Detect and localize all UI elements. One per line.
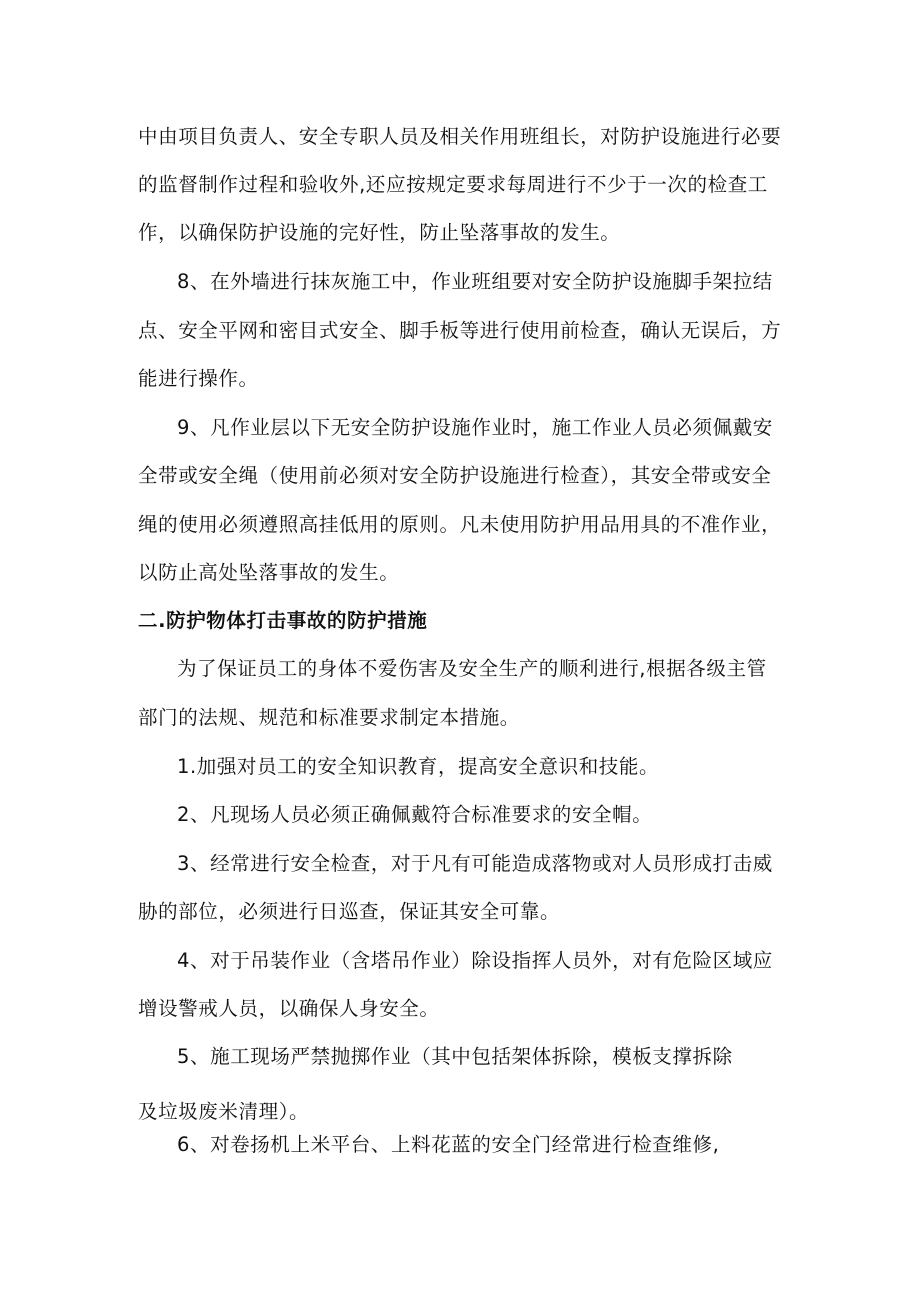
text-line: 点、安全平网和密目式安全、脚手板等进行使用前检查，确认无误后，方 xyxy=(138,319,782,342)
text-line: 8、在外墙进行抹灰施工中，作业班组要对安全防护设施脚手架拉结 xyxy=(177,270,773,293)
text-line: 能进行操作。 xyxy=(138,367,259,390)
text-line: 9、凡作业层以下无安全防护设施作业时，施工作业人员必须佩戴安 xyxy=(177,416,773,439)
text-line: 4、对于吊装作业（含塔吊作业）除设指挥人员外，对有危险区域应 xyxy=(177,949,773,972)
text-line: 绳的使用必须遵照高挂低用的原则。凡未使用防护用品用具的不准作业， xyxy=(138,513,782,536)
text-line: 2、凡现场人员必须正确佩戴符合标准要求的安全帽。 xyxy=(177,803,653,826)
text-line: 的监督制作过程和验收外,还应按规定要求每周进行不少于一次的检查工 xyxy=(138,173,768,196)
text-line: 1.加强对员工的安全知识教育，提高安全意识和技能。 xyxy=(177,755,660,778)
text-line: 作，以确保防护设施的完好性，防止坠落事故的发生。 xyxy=(138,221,621,244)
text-line: 为了保证员工的身体不爱伤害及安全生产的顺利进行,根据各级主管 xyxy=(177,657,767,680)
text-line: 及垃圾废米清理）。 xyxy=(138,1100,310,1123)
text-line: 全带或安全绳（使用前必须对安全防护设施进行检查），其安全带或安全 xyxy=(138,464,772,487)
text-line: 中由项目负责人、安全专职人员及相关作用班组长，对防护设施进行必要 xyxy=(138,125,782,148)
text-line: 6、对卷扬机上米平台、上料花蓝的安全门经常进行检查维修, xyxy=(177,1133,720,1156)
section-heading: 二.防护物体打击事故的防护措施 xyxy=(138,609,428,632)
text-line: 以防止高处坠落事故的发生。 xyxy=(138,561,400,584)
text-line: 部门的法规、规范和标准要求制定本措施。 xyxy=(138,706,520,729)
text-line: 5、施工现场严禁抛掷作业（其中包括架体拆除，模板支撑拆除 xyxy=(177,1045,733,1068)
text-line: 增设警戒人员，以确保人身安全。 xyxy=(138,997,440,1020)
text-line: 3、经常进行安全检查，对于凡有可能造成落物或对人员形成打击威 xyxy=(177,852,773,875)
text-line: 胁的部位，必须进行日巡查，保证其安全可靠。 xyxy=(138,900,561,923)
